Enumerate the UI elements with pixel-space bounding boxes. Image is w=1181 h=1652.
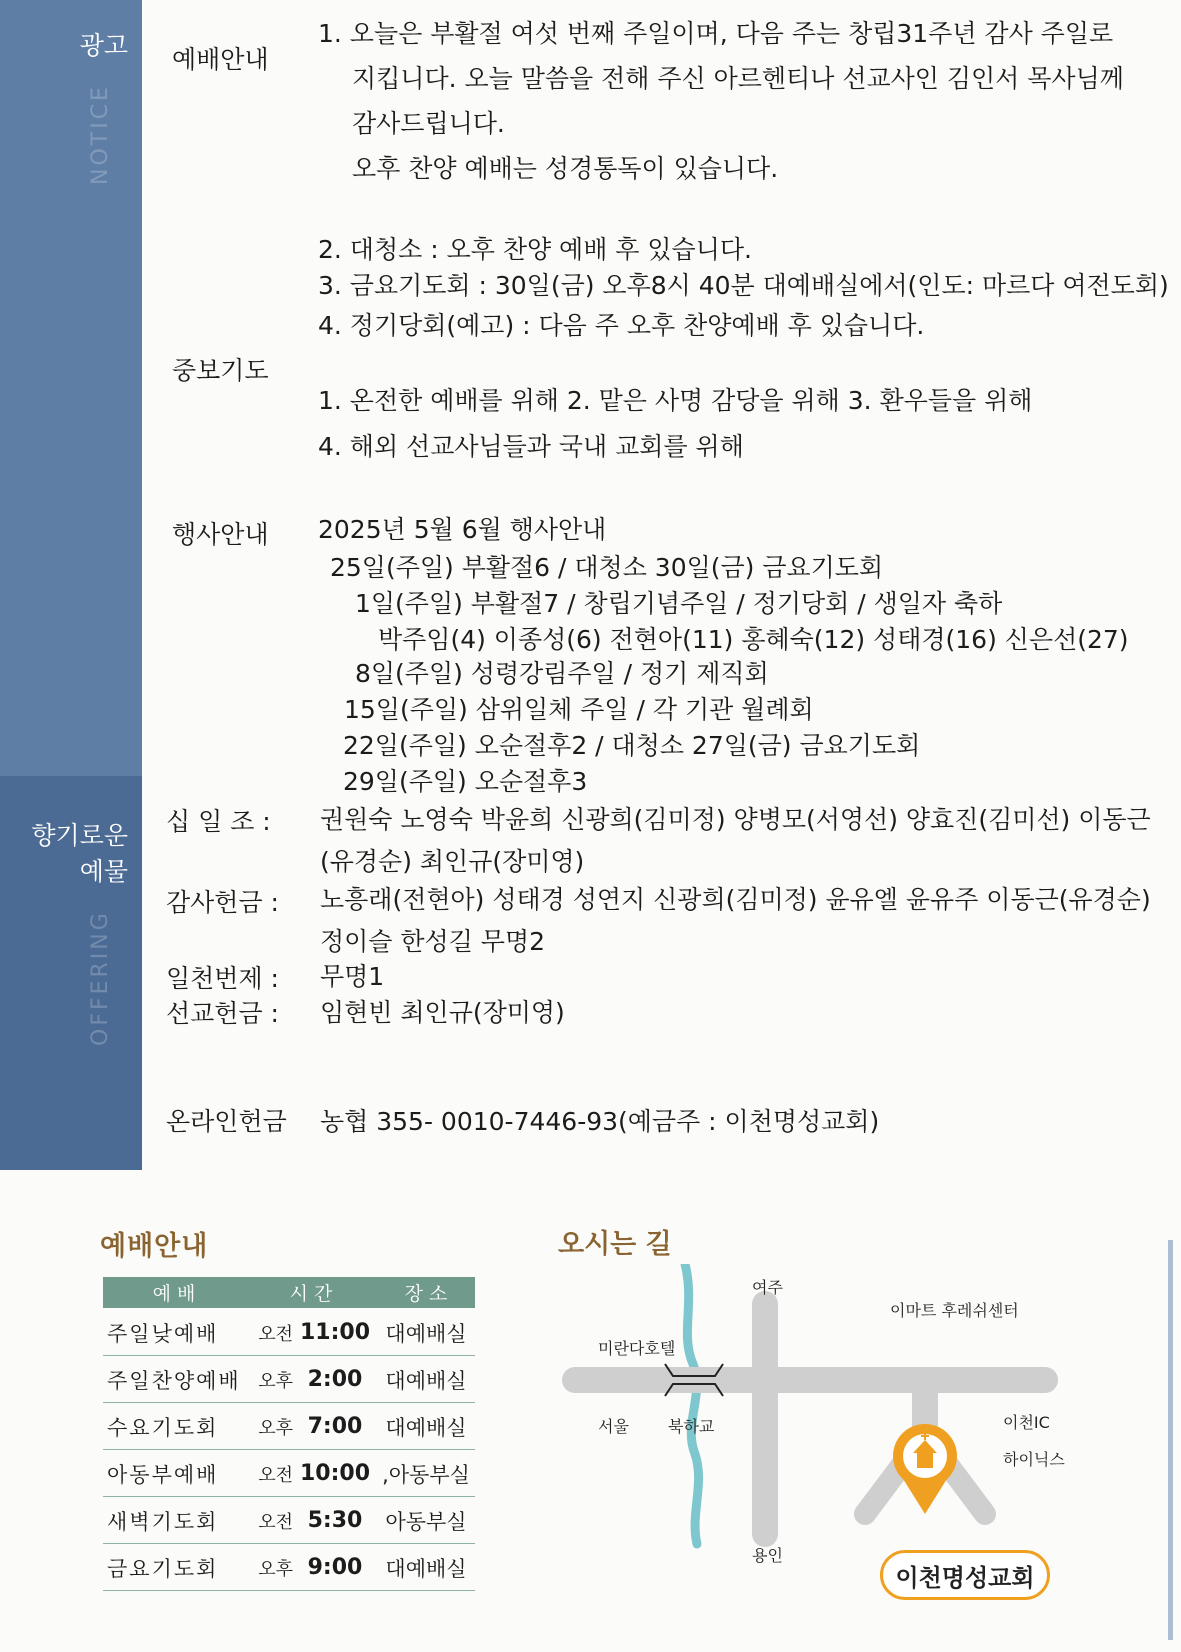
intercession-line-1: 1. 온전한 예배를 위해 2. 맡은 사명 감당을 위해 3. 환우들을 위해 — [318, 386, 1033, 415]
events-line-1: 2025년 5월 6월 행사안내 — [318, 515, 607, 544]
row-ampm: 오전 — [258, 1511, 293, 1533]
row-ampm: 오후 — [258, 1417, 293, 1439]
header-place: 장 소 — [404, 1283, 448, 1305]
church-name-badge: 이천명성교회 — [880, 1550, 1050, 1600]
map-label-seoul: 서울 — [598, 1417, 629, 1436]
offering-label-2: 예물 — [79, 857, 128, 886]
notice-line-1: 1. 오늘은 부활절 여섯 번째 주일이며, 다음 주는 창립31주년 감사 주일로 — [318, 19, 1114, 48]
events-line-5: 8일(주일) 성령강림주일 / 정기 제직회 — [355, 659, 769, 688]
online-label: 온라인헌금 — [166, 1107, 287, 1136]
tithe-label: 십 일 조 : — [166, 807, 271, 836]
table-row — [103, 1404, 475, 1450]
mission-label: 선교헌금 : — [166, 999, 279, 1028]
row-name: 주일찬양예배 — [107, 1368, 241, 1393]
worship-table-title: 예배안내 — [100, 1231, 209, 1262]
row-time: 7:00 — [307, 1414, 363, 1439]
page-edge-strip — [1168, 1240, 1173, 1640]
map-title: 오시는 길 — [558, 1229, 672, 1260]
row-name: 금요기도회 — [107, 1556, 219, 1581]
events-line-6: 15일(주일) 삼위일체 주일 / 각 기관 월례회 — [344, 695, 814, 724]
table-row — [103, 1451, 475, 1497]
header-time: 시 간 — [289, 1283, 333, 1305]
row-place: 대예배실 — [385, 1556, 467, 1581]
thanks-line-1: 노흥래(전현아) 성태경 성연지 신광희(김미정) 윤유엘 윤유주 이동근(유경순) — [320, 885, 1151, 914]
events-line-2: 25일(주일) 부활절6 / 대청소 30일(금) 금요기도회 — [330, 553, 884, 582]
row-time: 9:00 — [307, 1555, 363, 1580]
row-name: 새벽기도회 — [107, 1509, 219, 1534]
table-row — [103, 1357, 475, 1403]
events-line-4: 박주임(4) 이종성(6) 전현아(11) 홍혜숙(12) 성태경(16) 신은선(27) — [378, 625, 1129, 654]
river — [685, 1264, 699, 1544]
row-ampm: 오후 — [258, 1370, 293, 1392]
map-label-emart: 이마트 후레쉬센터 — [890, 1301, 1019, 1320]
row-ampm: 오후 — [258, 1558, 293, 1580]
tithe-line-2: (유경순) 최인규(장미영) — [320, 847, 585, 876]
intercession-title: 중보기도 — [172, 356, 269, 385]
row-place: 대예배실 — [385, 1368, 467, 1393]
notice-line-7: 4. 정기당회(예고) : 다음 주 오후 찬양예배 후 있습니다. — [318, 311, 925, 340]
row-name: 주일낮예배 — [107, 1321, 219, 1346]
row-time: 11:00 — [299, 1320, 371, 1345]
map-label-miranda: 미란다호텔 — [598, 1339, 676, 1358]
map-label-icheon-ic: 이천IC — [1003, 1413, 1050, 1432]
map-label-bukha: 북하교 — [668, 1417, 715, 1436]
worship-table-header — [103, 1277, 475, 1308]
map-label-hynix: 하이닉스 — [1003, 1450, 1065, 1469]
thousand-line-1: 무명1 — [320, 962, 385, 991]
notice-line-3: 감사드립니다. — [352, 109, 505, 138]
events-line-8: 29일(주일) 오순절후3 — [343, 767, 588, 796]
events-line-3: 1일(주일) 부활절7 / 창립기념주일 / 정기당회 / 생일자 축하 — [355, 589, 1003, 618]
offering-band — [0, 776, 142, 1170]
row-time: 5:30 — [307, 1508, 363, 1533]
table-row — [103, 1310, 475, 1356]
notice-line-4: 오후 찬양 예배는 성경통독이 있습니다. — [352, 154, 779, 183]
notice-line-2: 지킵니다. 오늘 말씀을 전해 주신 아르헨티나 선교사인 김인서 목사님께 — [352, 64, 1124, 93]
row-time: 2:00 — [307, 1367, 363, 1392]
online-account: 농협 355- 0010-7446-93(예금주 : 이천명성교회) — [320, 1107, 880, 1136]
row-place: 대예배실 — [385, 1321, 467, 1346]
row-ampm: 오전 — [258, 1464, 293, 1486]
notice-line-5: 2. 대청소 : 오후 찬양 예배 후 있습니다. — [318, 235, 752, 264]
notice-line-6: 3. 금요기도회 : 30일(금) 오후8시 40분 대예배실에서(인도: 마르다 여전도회) — [318, 271, 1169, 300]
row-time: 10:00 — [299, 1461, 371, 1486]
intercession-line-2: 4. 해외 선교사님들과 국내 교회를 위해 — [318, 432, 744, 461]
mission-line-1: 임현빈 최인규(장미영) — [320, 998, 565, 1027]
table-row — [103, 1545, 475, 1591]
map-label-yeoju: 여주 — [752, 1278, 783, 1297]
tithe-line-1: 권원숙 노영숙 박윤희 신광희(김미정) 양병모(서영선) 양효진(김미선) 이동근 — [320, 805, 1151, 834]
offering-english-label: OFFERING — [88, 910, 113, 1046]
map-label-yongin: 용인 — [752, 1546, 783, 1565]
events-title: 행사안내 — [172, 520, 269, 549]
offering-label-1: 향기로운 — [31, 821, 128, 850]
thanks-line-2: 정이슬 한성길 무명2 — [320, 927, 545, 956]
events-line-7: 22일(주일) 오순절후2 / 대청소 27일(금) 금요기도회 — [343, 731, 921, 760]
notice-label: 광고 — [79, 31, 128, 60]
row-ampm: 오전 — [258, 1323, 293, 1345]
row-place: ,아동부실 — [382, 1462, 470, 1487]
thousand-label: 일천번제 : — [166, 964, 279, 993]
row-place: 대예배실 — [385, 1415, 467, 1440]
church-pin — [893, 1424, 957, 1514]
row-name: 아동부예배 — [107, 1462, 219, 1487]
notice-band — [0, 0, 142, 776]
notice-english-label: NOTICE — [88, 84, 113, 185]
worship-notice-title: 예배안내 — [172, 45, 269, 74]
header-worship: 예 배 — [152, 1283, 196, 1305]
row-name: 수요기도회 — [107, 1415, 219, 1440]
thanks-label: 감사헌금 : — [166, 888, 279, 917]
row-place: 아동부실 — [385, 1509, 467, 1534]
table-row — [103, 1498, 475, 1544]
